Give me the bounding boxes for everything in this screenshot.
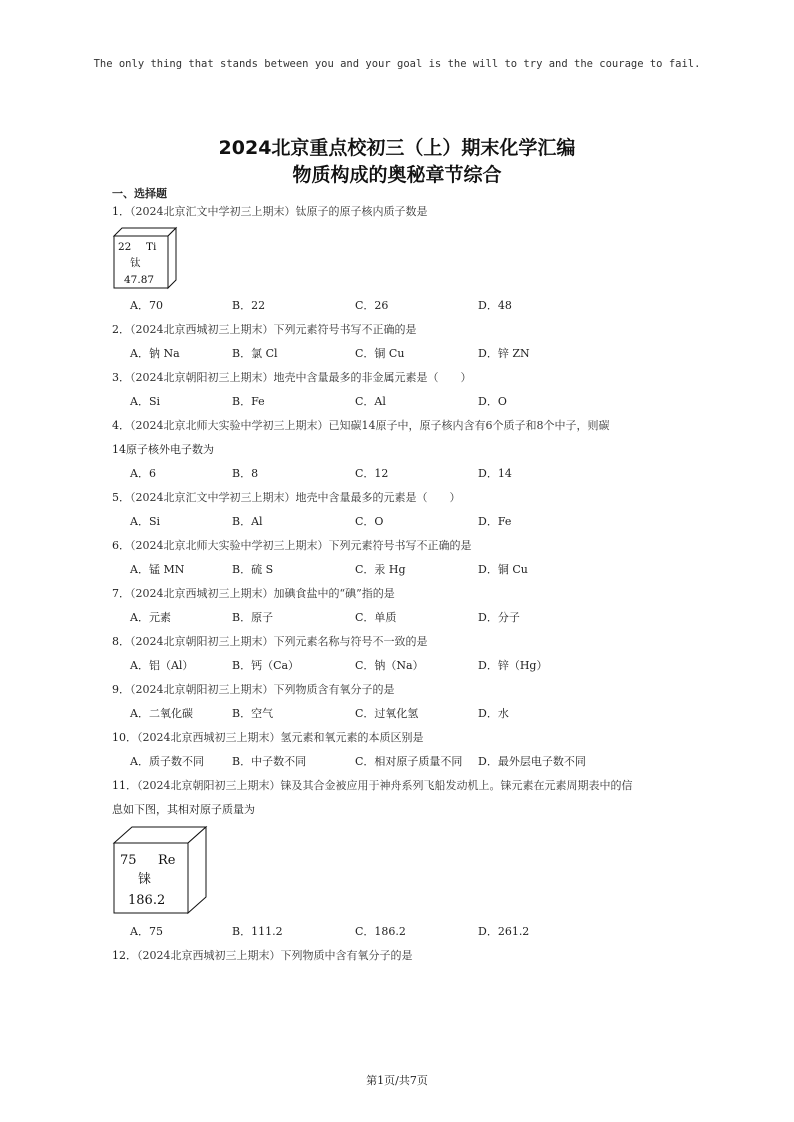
question-text: （2024北京朝阳初三上期末）下列物质含有氧分子的是 [130,683,395,696]
question-4 [112,417,610,433]
question-number: 12． [112,949,137,962]
option-b: B．氯 Cl [232,347,278,360]
option-b: B．111.2 [232,925,283,938]
option-c: C．O [355,515,384,528]
question-text: （2024北京汇文中学初三上期末）地壳中含量最多的元素是（ ） [130,491,461,504]
option-d: D．最外层电子数不同 [478,755,586,768]
question-1 [112,203,428,219]
question-text: （2024北京朝阳初三上期末）地壳中含量最多的非金属元素是（ ） [130,371,472,384]
option-d: D．水 [478,707,509,720]
question-11-continuation: 息如下图，其相对原子质量为 [112,803,255,816]
option-b: B．中子数不同 [232,755,307,768]
question-number: 11． [112,779,137,792]
question-8 [112,633,428,649]
option-c: C．汞 Hg [355,563,406,576]
option-a: A．锰 MN [130,563,185,576]
element-name: 钛 [130,257,141,269]
question-2 [112,321,417,337]
option-b: B．Fe [232,395,265,408]
question-number: 2． [112,323,130,336]
option-c: C．相对原子质量不同 [355,755,463,768]
option-b: B．原子 [232,611,274,624]
page-title: 2024北京重点校初三（上）期末化学汇编 [218,137,576,159]
element-card-ti [112,226,178,290]
element-mass: 47.87 [124,274,155,286]
element-symbol: Re [158,853,176,868]
option-d: D．Fe [478,515,512,528]
element-card-re [112,825,208,915]
question-number: 5． [112,491,130,504]
option-b: B．钙（Ca） [232,659,300,672]
question-text: （2024北京西城初三上期末）加碘食盐中的“碘”指的是 [130,587,395,600]
option-a: A．Si [130,395,160,408]
option-d: D．48 [478,299,512,312]
question-number: 4． [112,419,130,432]
question-9 [112,681,395,697]
question-11 [112,777,633,793]
option-c: C．12 [355,467,389,480]
option-d: D．14 [478,467,512,480]
option-d: D．锌（Hg） [478,659,548,672]
option-d: D．分子 [478,611,520,624]
question-text: （2024北京北师大实验中学初三上期末）下列元素符号书写不正确的是 [130,539,472,552]
question-number: 10． [112,731,137,744]
question-number: 3． [112,371,130,384]
option-b: B．Al [232,515,263,528]
question-text: （2024北京朝阳初三上期末）铼及其合金被应用于神舟系列飞船发动机上。铼元素在元素周期表中的信 [137,779,633,792]
option-d: D．铜 Cu [478,563,528,576]
element-mass: 186.2 [128,893,166,908]
option-b: B．8 [232,467,259,480]
question-number: 6． [112,539,130,552]
option-a: A．钠 Na [130,347,180,360]
option-b: B．22 [232,299,266,312]
question-4-continuation: 14原子核外电子数为 [112,443,214,456]
question-number: 1． [112,205,130,218]
question-10 [112,729,424,745]
element-name: 铼 [138,872,152,887]
question-12 [112,947,413,963]
question-text: （2024北京朝阳初三上期末）下列元素名称与符号不一致的是 [130,635,428,648]
question-text: （2024北京西城初三上期末）下列元素符号书写不正确的是 [130,323,417,336]
motto: The only thing that stands between you and your goal is the will to try and the courage to fail. [93,58,701,70]
question-6 [112,537,472,553]
option-c: C．钠（Na） [355,659,424,672]
option-c: C．Al [355,395,386,408]
section-heading: 一、选择题 [112,187,167,200]
page-footer: 第1页/共7页 [366,1074,428,1087]
option-c: C．铜 Cu [355,347,405,360]
question-text: （2024北京汇文中学初三上期末）钛原子的原子核内质子数是 [130,205,428,218]
option-a: A．质子数不同 [130,755,204,768]
question-number: 7． [112,587,130,600]
option-c: C．26 [355,299,389,312]
option-a: A．70 [130,299,163,312]
page-subtitle: 物质构成的奥秘章节综合 [292,164,502,186]
option-b: B．硫 S [232,563,274,576]
question-5 [112,489,461,505]
option-a: A．6 [130,467,156,480]
question-number: 8． [112,635,130,648]
option-a: A．元素 [130,611,171,624]
option-c: C．186.2 [355,925,406,938]
question-7 [112,585,395,601]
option-c: C．单质 [355,611,397,624]
question-text: （2024北京北师大实验中学初三上期末）已知碳14原子中，原子核内含有6个质子和8个中子，则碳 [130,419,610,432]
element-number: 75 [120,853,137,868]
question-3 [112,369,472,385]
element-symbol: Ti [146,241,157,253]
option-a: A．Si [130,515,160,528]
option-d: D．锌 ZN [478,347,530,360]
question-text: （2024北京西城初三上期末）氢元素和氧元素的本质区别是 [137,731,424,744]
option-d: D．O [478,395,507,408]
option-a: A．铝（Al） [130,659,194,672]
option-b: B．空气 [232,707,274,720]
question-number: 9． [112,683,130,696]
option-d: D．261.2 [478,925,530,938]
option-c: C．过氧化氢 [355,707,419,720]
option-a: A．75 [130,925,163,938]
question-text: （2024北京西城初三上期末）下列物质中含有氧分子的是 [137,949,413,962]
element-number: 22 [118,241,132,253]
option-a: A．二氧化碳 [130,707,193,720]
